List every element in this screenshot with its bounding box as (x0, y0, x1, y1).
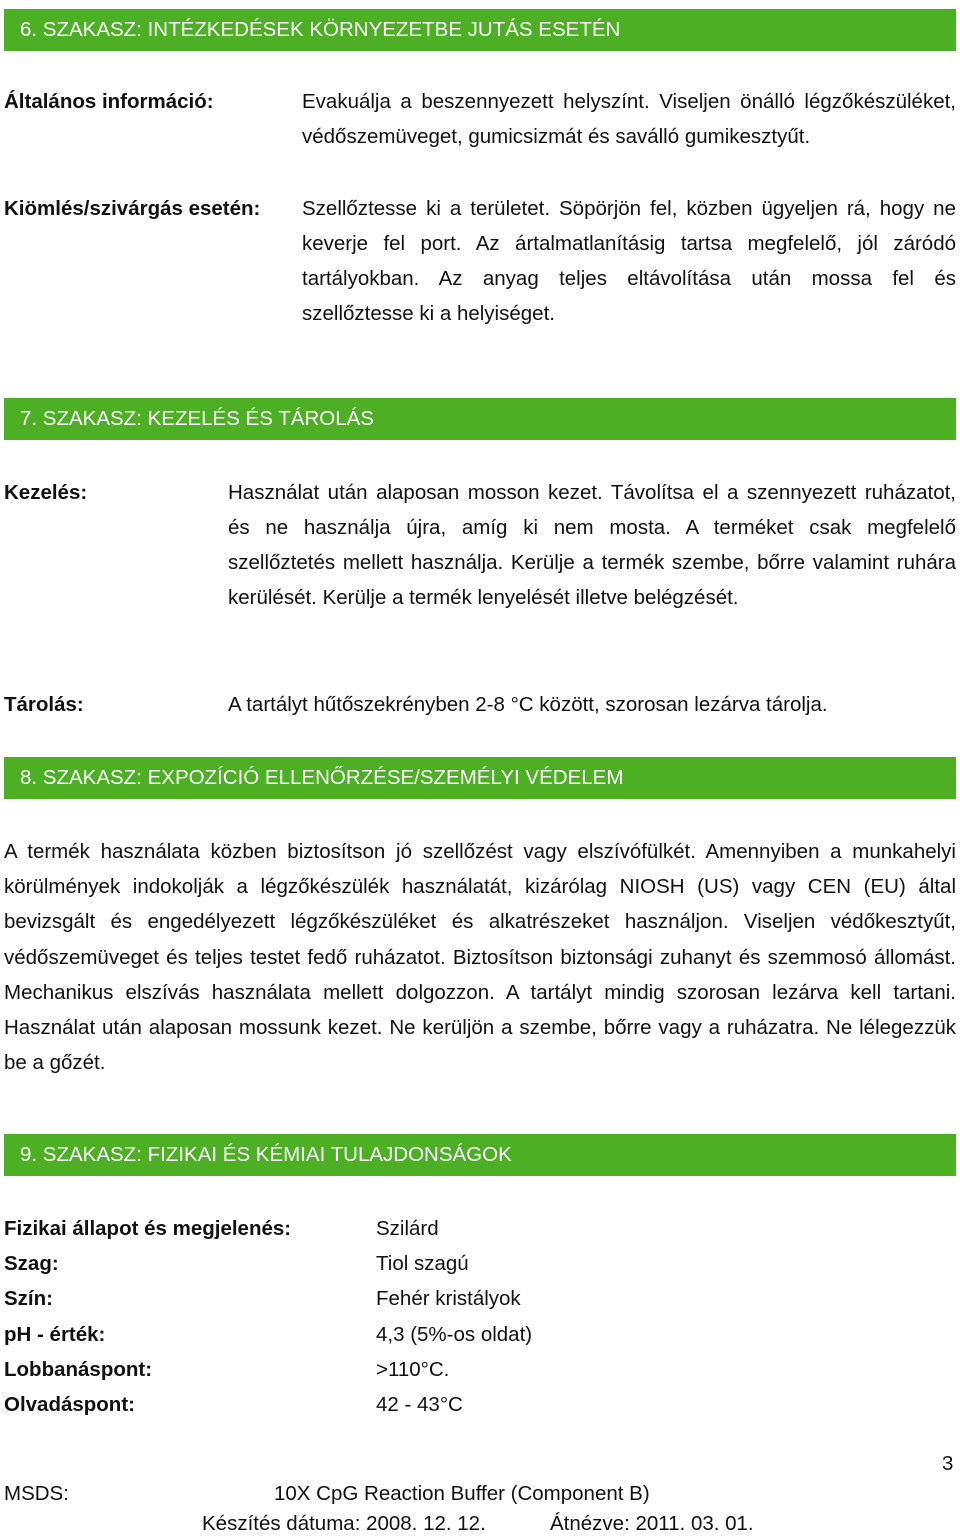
storage-text: A tartályt hűtőszekrényben 2-8 °C között, szorosan lezárva tárolja. (228, 693, 828, 716)
handling-text: Használat után alaposan mosson kezet. Távolítsa el a szennyezett ruházatot, és ne használja újra, amíg ki nem mosta. A terméket csak megfelelő szellőztetés mellett használja. Kerülje a termék szembe, bőrre valamint ruhára kerülését. Kerülje a termék lenyelését illetve belégzését. (228, 481, 956, 609)
property-value: 4,3 (5%-os oldat) (376, 1323, 533, 1346)
footer-msds-label: MSDS: (4, 1482, 69, 1505)
section-6-heading: 6. SZAKASZ: INTÉZKEDÉSEK KÖRNYEZETBE JUTÁS ESETÉN (4, 9, 956, 51)
footer-product: 10X CpG Reaction Buffer (Component B) (274, 1482, 650, 1505)
property-label: Fizikai állapot és megjelenés: (4, 1217, 292, 1240)
property-value: Szilárd (376, 1217, 439, 1240)
property-value: Fehér kristályok (376, 1287, 521, 1310)
page-number: 3 (942, 1452, 954, 1475)
section-7-heading: 7. SZAKASZ: KEZELÉS ÉS TÁROLÁS (4, 398, 956, 440)
exposure-text: A termék használata közben biztosítson jó szellőzést vagy elszívófülkét. Amennyiben a munkahelyi körülmények indokolják a légzőkészülék használatát, kizárólag NIOSH (US) vagy CEN (EU) által bevizsgált és engedélyezett légzőkészüléket és alkatrészeket használjon. Viseljen védőkesztyűt, védőszemüveget és teljes testet fedő ruházatot. Biztosítson biztonsági zuhanyt és szemmosó állomást. Mechanikus elszívás használata mellett dolgozzon. A tartályt mindig szorosan lezárva kell tartani. Használat után alaposan mossunk kezet. Ne kerüljön a szembe, bőrre vagy a ruházatra. Ne lélegezzük be a gőzét. (4, 840, 956, 1075)
property-label: Lobbanáspont: (4, 1358, 153, 1381)
property-label: Szag: (4, 1252, 59, 1275)
property-value: Tiol szagú (376, 1252, 469, 1275)
property-label: Szín: (4, 1287, 53, 1310)
section-9-heading: 9. SZAKASZ: FIZIKAI ÉS KÉMIAI TULAJDONSÁGOK (4, 1134, 956, 1176)
storage-label: Tárolás: (4, 693, 84, 716)
general-info-label: Általános információ: (4, 90, 214, 113)
property-label: pH - érték: (4, 1323, 106, 1346)
property-value: 42 - 43°C (376, 1393, 463, 1416)
footer-prepared-date: Készítés dátuma: 2008. 12. 12. (202, 1512, 486, 1535)
spill-text: Szellőztesse ki a területet. Söpörjön fel, közben ügyeljen rá, hogy ne keverje fel port. Az ártalmatlanításig tartsa megfelelő, jól záródó tartályokban. Az anyag teljes eltávolítása után mossa fel és szellőztesse ki a helyiséget. (302, 197, 956, 325)
spill-label: Kiömlés/szivárgás esetén: (4, 197, 261, 220)
property-label: Olvadáspont: (4, 1393, 135, 1416)
section-8-heading: 8. SZAKASZ: EXPOZÍCIÓ ELLENŐRZÉSE/SZEMÉLYI VÉDELEM (4, 757, 956, 799)
footer-reviewed-date: Átnézve: 2011. 03. 01. (550, 1512, 754, 1535)
general-info-text: Evakuálja a beszennyezett helyszínt. Viseljen önálló légzőkészüléket, védőszemüveget, gumicsizmát és saválló gumikesztyűt. (302, 90, 956, 148)
property-value: >110°C. (376, 1358, 450, 1381)
handling-label: Kezelés: (4, 481, 88, 504)
